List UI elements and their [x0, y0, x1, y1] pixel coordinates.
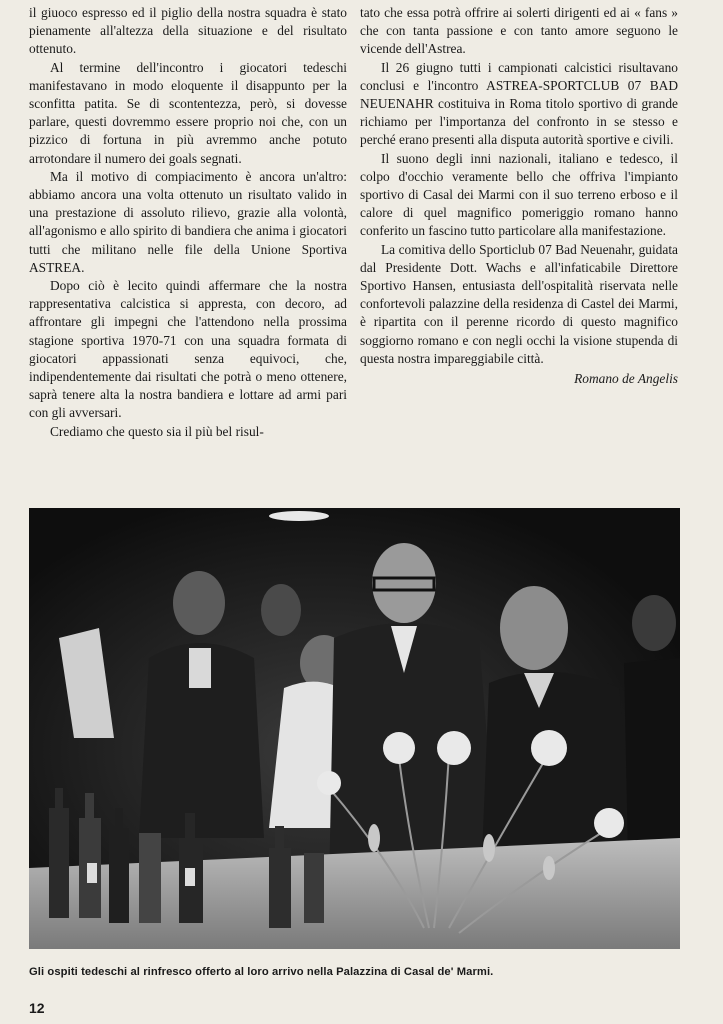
paragraph: Ma il motivo di compiacimento è ancora un'altro: abbiamo ancora una volta ottenuto un risultato valido in una prestazione di assoluto rilievo, grazie alla volontà, all'agonismo e allo spirito di bandiera che anima i giocatori tutti che militano nelle file della Unione Sportiva ASTREA.: [29, 168, 347, 275]
paragraph: La comitiva dello Sporticlub 07 Bad Neuenahr, guidata dal Presidente Dott. Wachs e all'infaticabile Direttore Sportivo Hansen, entusiasta dell'ospitalità riservata nelle confortevoli palazzine della residenza di Castel dei Marmi, è ripartita con il perenne ricordo di questo magnifico soggiorno romano e con negli occhi la visione stupenda di questa nostra impareggiabile città.: [360, 241, 678, 366]
photo-caption: Gli ospiti tedeschi al rinfresco offerto al loro arrivo nella Palazzina di Casal de' Marmi.: [29, 966, 494, 978]
article-right-column: [360, 4, 678, 388]
paragraph: Il 26 giugno tutti i campionati calcistici risultavano conclusi e l'incontro ASTREA-SPORTCLUB 07 BAD NEUENAHR costituiva in Roma titolo sportivo di grande richiamo per l'importanza del confronto in se stesso e perché erano presenti alla disputa autorità sportive e civili.: [360, 59, 678, 148]
paragraph: Crediamo che questo sia il più bel risul-: [50, 423, 264, 439]
author-signature: Romano de Angelis: [574, 371, 678, 387]
photo-illustration: [29, 508, 680, 949]
paragraph: Al termine dell'incontro i giocatori tedeschi manifestavano in modo eloquente il disappunto per la sconfitta patita. Se di scontentezza, però, si dovesse parlare, questi dovremmo essere proprio noi che, con un pizzico di fortuna in più avremmo anche potuto arrotondare il numero dei goals segnati.: [29, 59, 347, 166]
paragraph: Dopo ciò è lecito quindi affermare che la nostra rappresentativa calcistica si appresta, con decoro, ad affrontare gli impegni che l'attendono nella prossima stagione sportiva 1970-71 con una squadra formata di giocatori appassionati senza equivoci, che, indipendentemente dai risultati che potrà o meno ottenere, saprà tenere alta la nostra bandiera e lottare ad armi pari con gli avversari.: [29, 278, 347, 421]
paragraph: tato che essa potrà offrire ai solerti dirigenti ed ai « fans » che con tanta passione e con tanto amore seguono le vicende dell'Astrea.: [360, 5, 678, 57]
page-number: 12: [29, 1000, 45, 1016]
reception-photo: [29, 508, 680, 949]
article-left-column: [29, 4, 347, 441]
paragraph: Il suono degli inni nazionali, italiano e tedesco, il colpo d'occhio veramente bello che offriva l'impianto sportivo di Casal dei Marmi con il suo terreno erboso e il calore di quel magnifico pomeriggio romano hanno conferito un fascino tutto particolare alla manifestazione.: [360, 150, 678, 239]
paragraph: il giuoco espresso ed il piglio della nostra squadra è stato pienamente all'altezza della situazione e del risultato ottenuto.: [29, 5, 347, 57]
